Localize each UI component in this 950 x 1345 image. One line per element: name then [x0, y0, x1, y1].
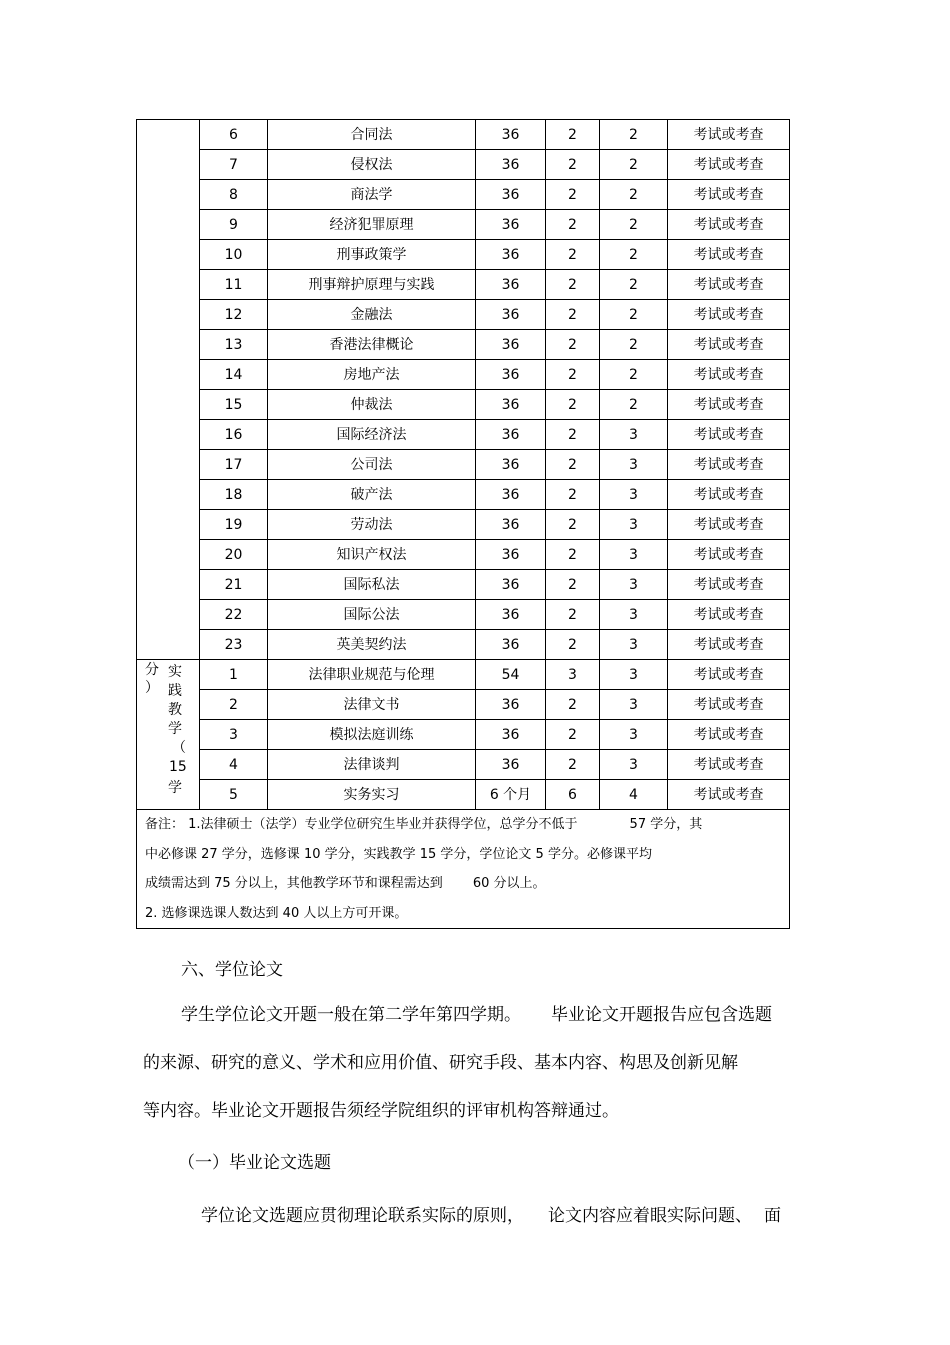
course-assessment: 考试或考查 — [668, 330, 790, 360]
paragraph-line — [201, 1208, 781, 1225]
course-no: 6 — [200, 120, 268, 150]
course-term: 2 — [600, 210, 668, 240]
table-row — [137, 540, 790, 570]
course-name: 国际私法 — [268, 570, 476, 600]
course-no: 19 — [200, 510, 268, 540]
table-row — [137, 450, 790, 480]
course-credit: 2 — [546, 300, 600, 330]
course-credit: 2 — [546, 360, 600, 390]
paragraph-line: 等内容。毕业论文开题报告须经学院组织的评审机构答辩通过。 — [143, 1101, 619, 1121]
course-credit: 2 — [546, 210, 600, 240]
course-name: 知识产权法 — [268, 540, 476, 570]
table-row — [137, 150, 790, 180]
paragraph-line: 的来源、研究的意义、学术和应用价值、研究手段、基本内容、构思及创新见解 — [143, 1053, 738, 1073]
table-row — [137, 240, 790, 270]
course-credit: 3 — [546, 660, 600, 690]
course-assessment: 考试或考查 — [668, 630, 790, 660]
course-hours: 36 — [476, 360, 546, 390]
course-name: 实务实习 — [268, 780, 476, 810]
course-term: 4 — [600, 780, 668, 810]
course-credit: 2 — [546, 630, 600, 660]
table-row — [137, 600, 790, 630]
course-credit: 2 — [546, 510, 600, 540]
course-name: 香港法律概论 — [268, 330, 476, 360]
course-no: 11 — [200, 270, 268, 300]
course-hours: 36 — [476, 330, 546, 360]
course-term: 2 — [600, 150, 668, 180]
table-row — [137, 300, 790, 330]
course-assessment: 考试或考查 — [668, 420, 790, 450]
table-row — [137, 480, 790, 510]
table-row — [137, 660, 790, 690]
table-row — [137, 120, 790, 150]
course-hours: 36 — [476, 300, 546, 330]
course-credit: 2 — [546, 420, 600, 450]
paragraph-text: 论文内容应着眼实际问题、 — [548, 1206, 752, 1226]
course-hours: 36 — [476, 570, 546, 600]
course-term: 2 — [600, 180, 668, 210]
course-assessment: 考试或考查 — [668, 180, 790, 210]
course-name: 金融法 — [268, 300, 476, 330]
table-row — [137, 750, 790, 780]
course-hours: 36 — [476, 510, 546, 540]
table-row — [137, 390, 790, 420]
course-assessment: 考试或考查 — [668, 540, 790, 570]
course-assessment: 考试或考查 — [668, 300, 790, 330]
course-credit: 2 — [546, 540, 600, 570]
table-row — [137, 630, 790, 660]
course-no: 23 — [200, 630, 268, 660]
course-hours: 36 — [476, 480, 546, 510]
notes-line: 中必修课 27 学分，选修课 10 学分，实践教学 15 学分，学位论文 5 学分。必修课平均 — [145, 846, 652, 862]
table-row — [137, 180, 790, 210]
notes-line — [145, 869, 789, 899]
course-term: 2 — [600, 300, 668, 330]
course-no: 14 — [200, 360, 268, 390]
course-term: 3 — [600, 630, 668, 660]
course-no: 17 — [200, 450, 268, 480]
subsection-heading: （一）毕业论文选题 — [178, 1153, 331, 1173]
course-term: 2 — [600, 390, 668, 420]
course-name: 仲裁法 — [268, 390, 476, 420]
course-no: 5 — [200, 780, 268, 810]
practice-label-char: 学 — [168, 780, 182, 796]
course-no: 18 — [200, 480, 268, 510]
course-hours: 36 — [476, 750, 546, 780]
course-assessment: 考试或考查 — [668, 660, 790, 690]
course-hours: 36 — [476, 420, 546, 450]
course-no: 2 — [200, 690, 268, 720]
course-hours: 36 — [476, 120, 546, 150]
course-term: 3 — [600, 450, 668, 480]
course-hours: 36 — [476, 240, 546, 270]
course-term: 3 — [600, 510, 668, 540]
table-row — [137, 420, 790, 450]
course-name: 法律谈判 — [268, 750, 476, 780]
course-name: 刑事辩护原理与实践 — [268, 270, 476, 300]
table-row — [137, 780, 790, 810]
practice-label-char: 实 — [168, 664, 182, 680]
course-name: 刑事政策学 — [268, 240, 476, 270]
elective-category-cell — [137, 120, 200, 660]
course-table — [136, 119, 790, 929]
course-assessment: 考试或考查 — [668, 690, 790, 720]
notes-row — [137, 810, 790, 929]
notes-text: 备注： 1.法律硕士（法学）专业学位研究生毕业并获得学位，总学分不低于 — [145, 817, 578, 832]
course-credit: 2 — [546, 270, 600, 300]
course-term: 3 — [600, 660, 668, 690]
course-hours: 54 — [476, 660, 546, 690]
notes-line: 2. 选修课选课人数达到 40 人以上方可开课。 — [145, 905, 408, 921]
course-assessment: 考试或考查 — [668, 750, 790, 780]
paragraph-text: 毕业论文开题报告应包含选题 — [551, 1005, 772, 1025]
course-term: 3 — [600, 690, 668, 720]
course-no: 1 — [200, 660, 268, 690]
course-credit: 2 — [546, 330, 600, 360]
course-no: 4 — [200, 750, 268, 780]
course-credit: 2 — [546, 600, 600, 630]
course-hours: 36 — [476, 270, 546, 300]
course-assessment: 考试或考查 — [668, 120, 790, 150]
course-no: 13 — [200, 330, 268, 360]
course-hours: 36 — [476, 540, 546, 570]
course-hours: 6 个月 — [476, 780, 546, 810]
course-no: 7 — [200, 150, 268, 180]
course-hours: 36 — [476, 210, 546, 240]
course-no: 22 — [200, 600, 268, 630]
course-no: 16 — [200, 420, 268, 450]
course-credit: 2 — [546, 690, 600, 720]
course-no: 15 — [200, 390, 268, 420]
table-row — [137, 720, 790, 750]
course-assessment: 考试或考查 — [668, 270, 790, 300]
course-no: 8 — [200, 180, 268, 210]
notes-text: 57 学分，其 — [629, 817, 703, 832]
practice-label-fragment: 分 — [145, 662, 159, 678]
table-row — [137, 570, 790, 600]
course-hours: 36 — [476, 450, 546, 480]
practice-label-char: 学 — [168, 721, 182, 737]
practice-label-char: 教 — [168, 702, 182, 718]
course-assessment: 考试或考查 — [668, 450, 790, 480]
table-row — [137, 360, 790, 390]
course-credit: 2 — [546, 390, 600, 420]
course-assessment: 考试或考查 — [668, 360, 790, 390]
section-heading: 六、学位论文 — [181, 960, 283, 980]
course-hours: 36 — [476, 690, 546, 720]
course-no: 20 — [200, 540, 268, 570]
course-assessment: 考试或考查 — [668, 570, 790, 600]
course-assessment: 考试或考查 — [668, 480, 790, 510]
notes-line — [145, 810, 789, 840]
course-hours: 36 — [476, 600, 546, 630]
course-credit: 2 — [546, 180, 600, 210]
course-name: 模拟法庭训练 — [268, 720, 476, 750]
course-name: 国际经济法 — [268, 420, 476, 450]
paragraph-text: 学位论文选题应贯彻理论联系实际的原则， — [201, 1206, 524, 1226]
course-name: 法律职业规范与伦理 — [268, 660, 476, 690]
table-row — [137, 510, 790, 540]
course-no: 12 — [200, 300, 268, 330]
notes-text: 60 分以上。 — [472, 876, 546, 891]
course-assessment: 考试或考查 — [668, 240, 790, 270]
course-name: 英美契约法 — [268, 630, 476, 660]
course-hours: 36 — [476, 150, 546, 180]
course-assessment: 考试或考查 — [668, 720, 790, 750]
course-term: 3 — [600, 540, 668, 570]
course-no: 9 — [200, 210, 268, 240]
course-credit: 2 — [546, 750, 600, 780]
course-assessment: 考试或考查 — [668, 150, 790, 180]
table-row — [137, 330, 790, 360]
course-credit: 2 — [546, 720, 600, 750]
paragraph-text: 面 — [764, 1206, 781, 1226]
course-hours: 36 — [476, 720, 546, 750]
course-name: 破产法 — [268, 480, 476, 510]
course-term: 2 — [600, 330, 668, 360]
course-credit: 2 — [546, 150, 600, 180]
course-credit: 2 — [546, 570, 600, 600]
course-credit: 2 — [546, 120, 600, 150]
course-term: 3 — [600, 750, 668, 780]
course-name: 国际公法 — [268, 600, 476, 630]
course-no: 21 — [200, 570, 268, 600]
course-credit: 2 — [546, 240, 600, 270]
course-term: 3 — [600, 720, 668, 750]
course-assessment: 考试或考查 — [668, 510, 790, 540]
course-hours: 36 — [476, 180, 546, 210]
course-term: 2 — [600, 120, 668, 150]
table-row — [137, 270, 790, 300]
course-term: 2 — [600, 270, 668, 300]
course-name: 公司法 — [268, 450, 476, 480]
course-name: 法律文书 — [268, 690, 476, 720]
course-term: 3 — [600, 570, 668, 600]
course-assessment: 考试或考查 — [668, 600, 790, 630]
course-assessment: 考试或考查 — [668, 780, 790, 810]
course-term: 3 — [600, 480, 668, 510]
course-no: 10 — [200, 240, 268, 270]
paragraph-text: 学生学位论文开题一般在第二学年第四学期。 — [181, 1005, 521, 1025]
course-name: 侵权法 — [268, 150, 476, 180]
course-term: 2 — [600, 240, 668, 270]
course-credit: 2 — [546, 480, 600, 510]
practice-label-char: 践 — [168, 683, 182, 699]
notes-cell — [137, 810, 790, 929]
practice-category-cell — [137, 660, 200, 810]
course-no: 3 — [200, 720, 268, 750]
course-name: 劳动法 — [268, 510, 476, 540]
course-assessment: 考试或考查 — [668, 210, 790, 240]
practice-label-char: 15 — [169, 759, 187, 775]
course-credit: 2 — [546, 450, 600, 480]
practice-label-char: （ — [172, 740, 186, 756]
table-row — [137, 690, 790, 720]
course-hours: 36 — [476, 390, 546, 420]
course-name: 合同法 — [268, 120, 476, 150]
course-name: 商法学 — [268, 180, 476, 210]
table-row — [137, 210, 790, 240]
course-term: 2 — [600, 360, 668, 390]
paragraph-line — [181, 1007, 772, 1024]
course-assessment: 考试或考查 — [668, 390, 790, 420]
course-hours: 36 — [476, 630, 546, 660]
course-name: 房地产法 — [268, 360, 476, 390]
course-term: 3 — [600, 420, 668, 450]
practice-label-fragment: ） — [145, 680, 159, 696]
course-credit: 6 — [546, 780, 600, 810]
notes-text: 成绩需达到 75 分以上，其他教学环节和课程需达到 — [145, 876, 443, 891]
course-term: 3 — [600, 600, 668, 630]
course-name: 经济犯罪原理 — [268, 210, 476, 240]
